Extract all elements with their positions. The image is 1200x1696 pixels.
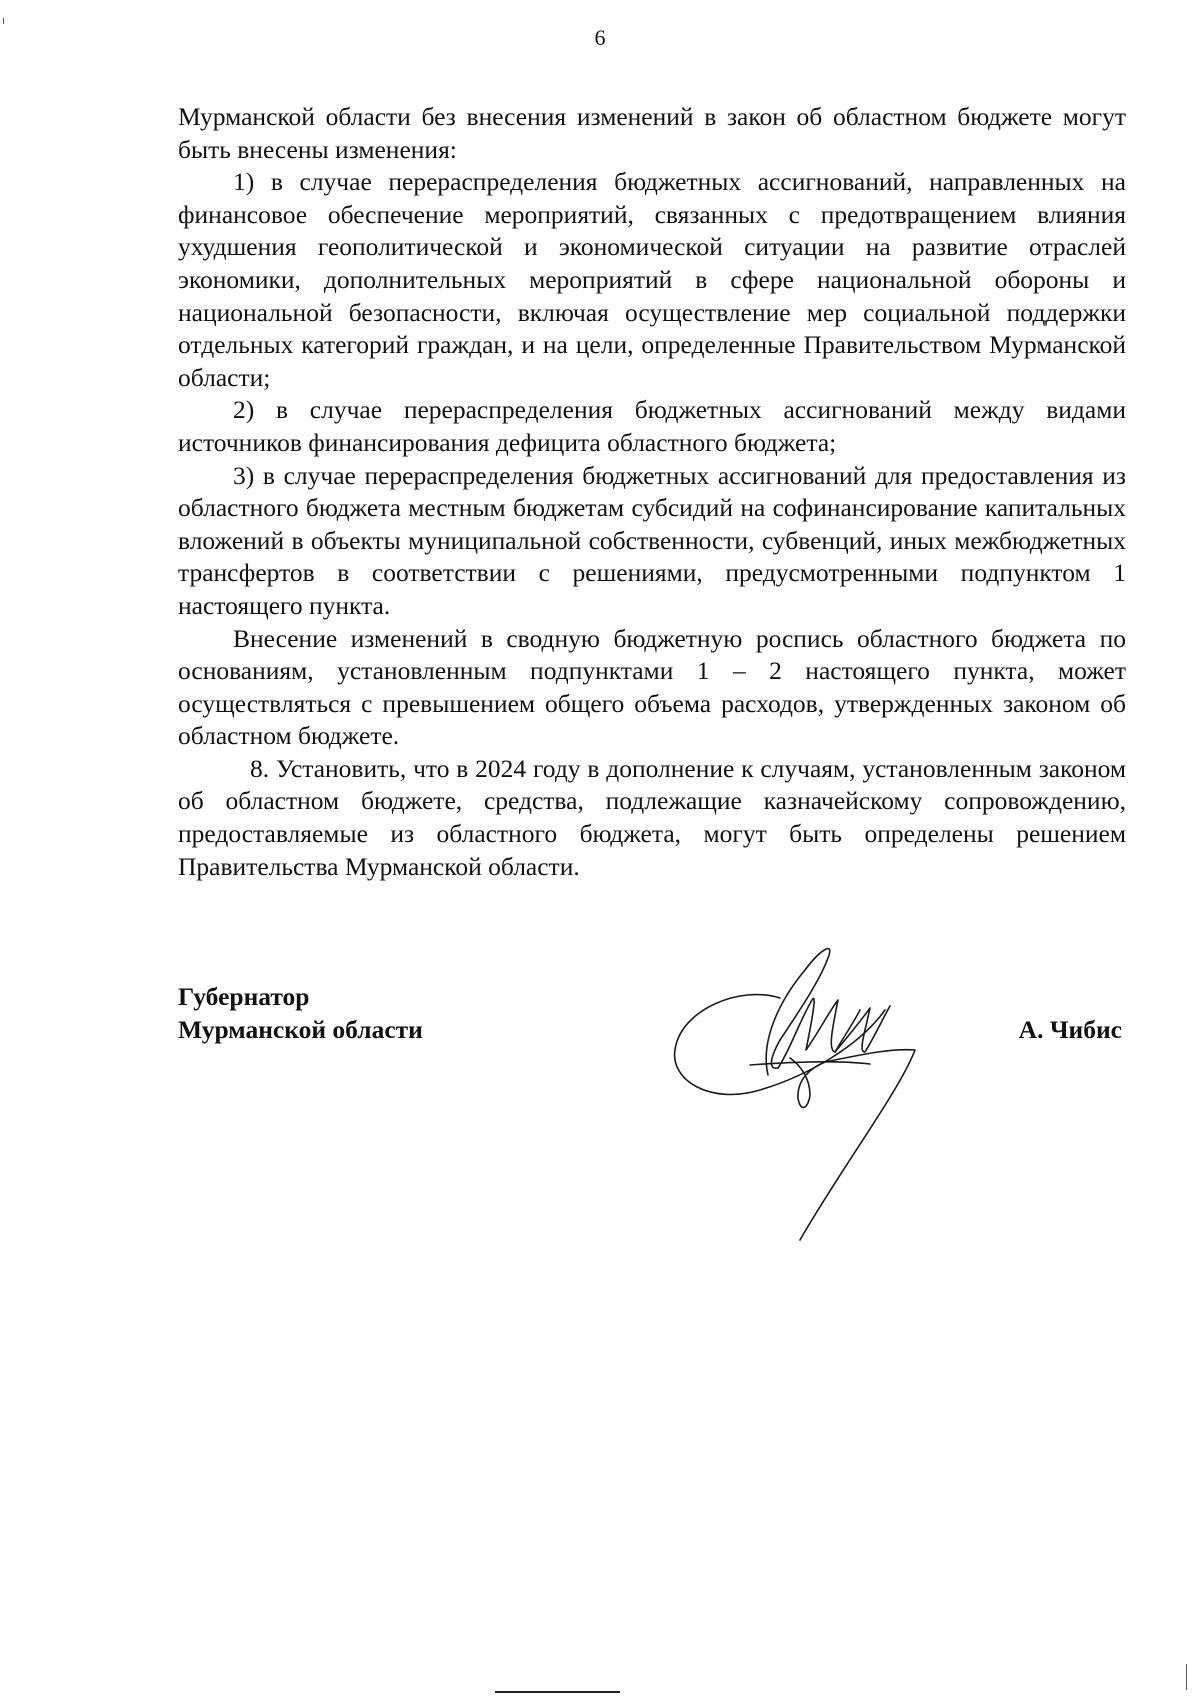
- paragraph-amendment-note: Внесение изменений в сводную бюджетную роспись областного бюджета по основаниям, установленным подпунктами 1 – 2 настоящего пункта, может осуществляться с превышением общего объема расходов, утвержденных законом об областном бюджете.: [178, 623, 1126, 751]
- signature-block: [178, 980, 1126, 1060]
- signatory-name: А. Чибис: [1018, 1015, 1122, 1044]
- paragraph-subitem-2: 2) в случае перераспределения бюджетных ассигнований между видами источников финансирования дефицита областного бюджета;: [178, 395, 1126, 457]
- scan-artifact: [495, 1691, 620, 1693]
- signatory-title: [178, 980, 423, 1046]
- page-number: 6: [594, 25, 606, 50]
- scan-artifact: [1186, 1664, 1187, 1690]
- paragraph-subitem-3: 3) в случае перераспределения бюджетных ассигнований для предоставления из областного бюджета местным бюджетам субсидий на софинансирование капитальных вложений в объекты муниципальной собственности, субвенций, иных межбюджетных трансфертов в соответствии с решениями, предусмотренными подпунктом 1 настоящего пункта.: [178, 460, 1126, 620]
- document-body: [178, 101, 1126, 883]
- handwritten-signature-icon: [660, 940, 980, 1250]
- paragraph-continuation: Мурманской области без внесения изменений в закон об областном бюджете могут быть внесены изменения:: [178, 102, 1126, 164]
- signatory-title-line1: Губернатор: [178, 982, 310, 1011]
- signatory-title-line2: Мурманской области: [178, 1015, 423, 1044]
- paragraph-subitem-1: 1) в случае перераспределения бюджетных ассигнований, направленных на финансовое обеспечение мероприятий, связанных с предотвращением влияния ухудшения геополитической и экономической ситуации на развитие отраслей экономики, дополнительных мероприятий в сфере национальной обороны и национальной безопасности, включая осуществление мер социальной поддержки отдельных категорий граждан, и на цели, определенные Правительством Мурманской области;: [178, 167, 1126, 392]
- paragraph-item-8: 8. Установить, что в 2024 году в дополнение к случаям, установленным законом об областном бюджете, средства, подлежащие казначейскому сопровождению, предоставляемые из областного бюджета, могут быть определены решением Правительства Мурманской области.: [178, 753, 1126, 881]
